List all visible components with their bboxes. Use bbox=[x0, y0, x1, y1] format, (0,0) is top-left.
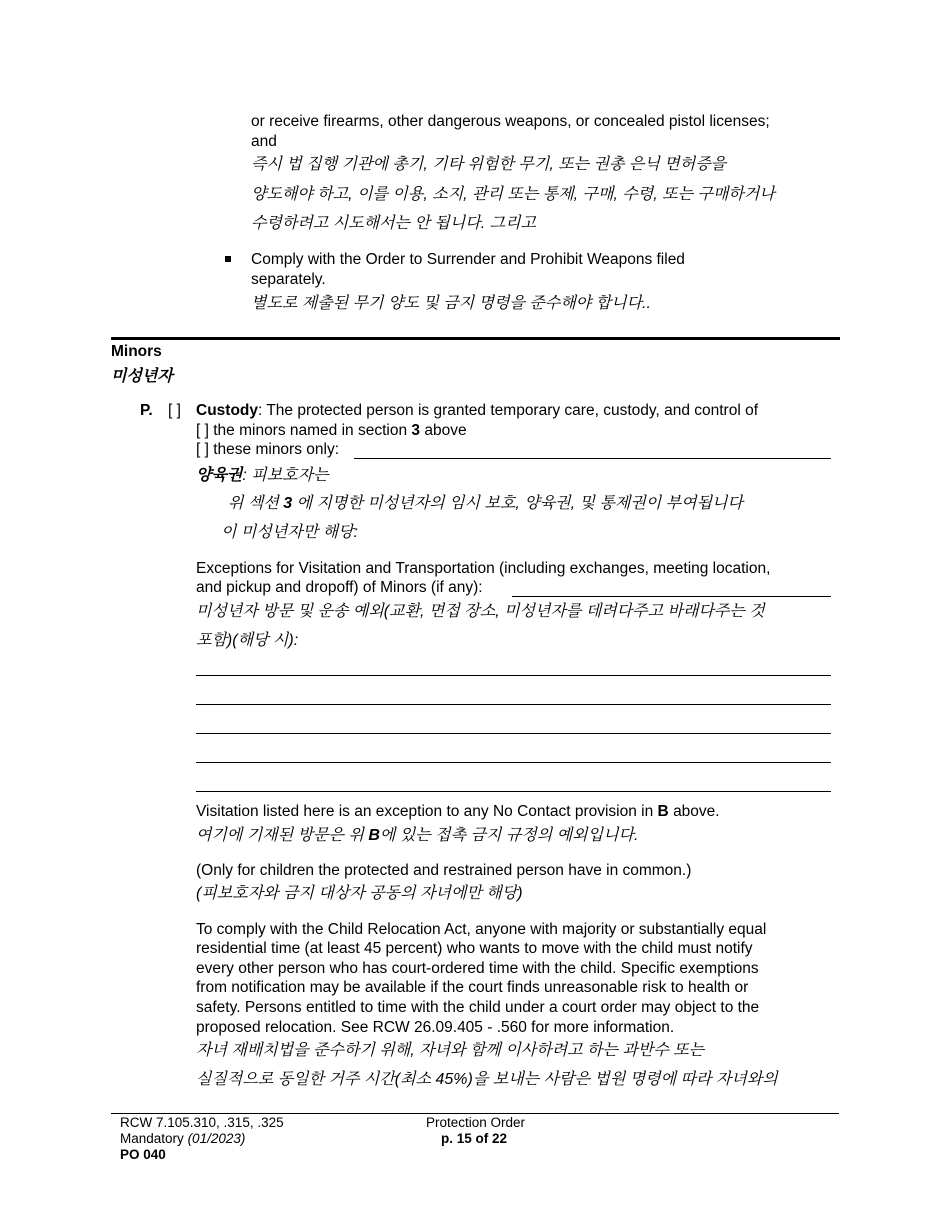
minors-heading: Minors bbox=[111, 343, 162, 360]
weapons-ko-2: 양도해야 하고, 이를 이용, 소지, 관리 또는 통제, 구매, 수령, 또는 구매하거나 bbox=[251, 186, 775, 203]
bullet-line-1: Comply with the Order to Surrender and Prohibit Weapons filed bbox=[251, 251, 685, 268]
custody-bold: Custody bbox=[196, 402, 258, 419]
custody-text: : The protected person is granted temporary care, custody, and control of bbox=[258, 402, 759, 419]
minors-heading-ko: 미성년자 bbox=[111, 368, 173, 385]
visitation-ko-line: 여기에 기재된 방문은 위 B에 있는 접촉 금지 규정의 예외입니다. bbox=[196, 827, 639, 844]
weapons-ko-1: 즉시 법 집행 기관에 총기, 기타 위험한 무기, 또는 권총 은닉 면허증을 bbox=[251, 156, 727, 173]
relocation-line-4: from notification may be available if the court finds unreasonable risk to health or bbox=[196, 979, 749, 996]
item-label-p: P. bbox=[140, 402, 153, 419]
custody-checkbox[interactable]: [ ] bbox=[168, 402, 181, 419]
relocation-line-6: proposed relocation. See RCW 26.09.405 - .560 for more information. bbox=[196, 1019, 675, 1036]
exceptions-ko-2: 포함)(해당 시): bbox=[196, 632, 299, 649]
exceptions-blank-line-5[interactable] bbox=[196, 791, 831, 792]
option-2-checkbox[interactable]: [ ] bbox=[196, 441, 209, 458]
bullet-ko: 별도로 제출된 무기 양도 및 금지 명령을 준수해야 합니다.. bbox=[251, 295, 651, 312]
section-divider bbox=[111, 337, 840, 340]
weapons-ko-3: 수령하려고 시도해서는 안 됩니다. 그리고 bbox=[251, 215, 536, 232]
custody-ko-option-2: 이 미성년자만 해당: bbox=[221, 524, 358, 541]
relocation-ko-2: 실질적으로 동일한 거주 시간(최소 45%)을 보내는 사람은 법원 명령에 따라 자녀와의 bbox=[196, 1071, 778, 1088]
footer-rcw: RCW 7.105.310, .315, .325 bbox=[120, 1115, 284, 1130]
visitation-line: Visitation listed here is an exception to any No Contact provision in B above. bbox=[196, 803, 720, 820]
exceptions-line-2: and pickup and dropoff) of Minors (if any): bbox=[196, 579, 483, 596]
custody-option-1: [ ] the minors named in section 3 above bbox=[196, 422, 467, 439]
exceptions-ko-1: 미성년자 방문 및 운송 예외(교환, 면접 장소, 미성년자를 데려다주고 바래다주는 것 bbox=[196, 603, 765, 620]
relocation-ko-1: 자녀 재배치법을 준수하기 위해, 자녀와 함께 이사하려고 하는 과반수 또는 bbox=[196, 1042, 705, 1059]
relocation-line-1: To comply with the Child Relocation Act, anyone with majority or substantially equal bbox=[196, 921, 767, 938]
relocation-line-5: safety. Persons entitled to time with the child under a court order may object to the bbox=[196, 999, 760, 1016]
option-1-checkbox[interactable]: [ ] bbox=[196, 422, 209, 439]
weapons-line-1: or receive firearms, other dangerous weapons, or concealed pistol licenses; bbox=[251, 113, 770, 130]
footer-page-number: p. 15 of 22 bbox=[441, 1131, 508, 1146]
exceptions-blank-line-1[interactable] bbox=[196, 675, 831, 676]
footer-title: Protection Order bbox=[426, 1115, 526, 1130]
weapons-line-2: and bbox=[251, 133, 277, 150]
custody-line bbox=[196, 401, 758, 420]
common-children-line: (Only for children the protected and restrained person have in common.) bbox=[196, 862, 692, 879]
exceptions-blank-line-3[interactable] bbox=[196, 733, 831, 734]
exceptions-line-1: Exceptions for Visitation and Transportation (including exchanges, meeting location, bbox=[196, 560, 771, 577]
minors-only-blank[interactable] bbox=[354, 458, 831, 459]
footer-mandatory: Mandatory (01/2023) bbox=[120, 1131, 246, 1146]
common-children-ko: (피보호자와 금지 대상자 공동의 자녀에만 해당) bbox=[196, 885, 523, 902]
footer-divider bbox=[111, 1113, 839, 1114]
custody-ko-option-1: 위 섹션 3 에 지명한 미성년자의 임시 보호, 양육권, 및 통제권이 부여됩니다 bbox=[228, 495, 743, 512]
relocation-line-2: residential time (at least 45 percent) who wants to move with the child must notify bbox=[196, 940, 753, 957]
custody-option-2: [ ] these minors only: bbox=[196, 441, 340, 458]
footer-form-id: PO 040 bbox=[120, 1147, 166, 1162]
bullet-line-2: separately. bbox=[251, 271, 326, 288]
relocation-line-3: every other person who has court-ordered time with the child. Specific exemptions bbox=[196, 960, 759, 977]
bullet-icon bbox=[225, 256, 231, 262]
exceptions-blank[interactable] bbox=[512, 596, 831, 597]
exceptions-blank-line-2[interactable] bbox=[196, 704, 831, 705]
exceptions-blank-line-4[interactable] bbox=[196, 762, 831, 763]
custody-ko-line: 양육권: 피보호자는 bbox=[196, 467, 329, 484]
